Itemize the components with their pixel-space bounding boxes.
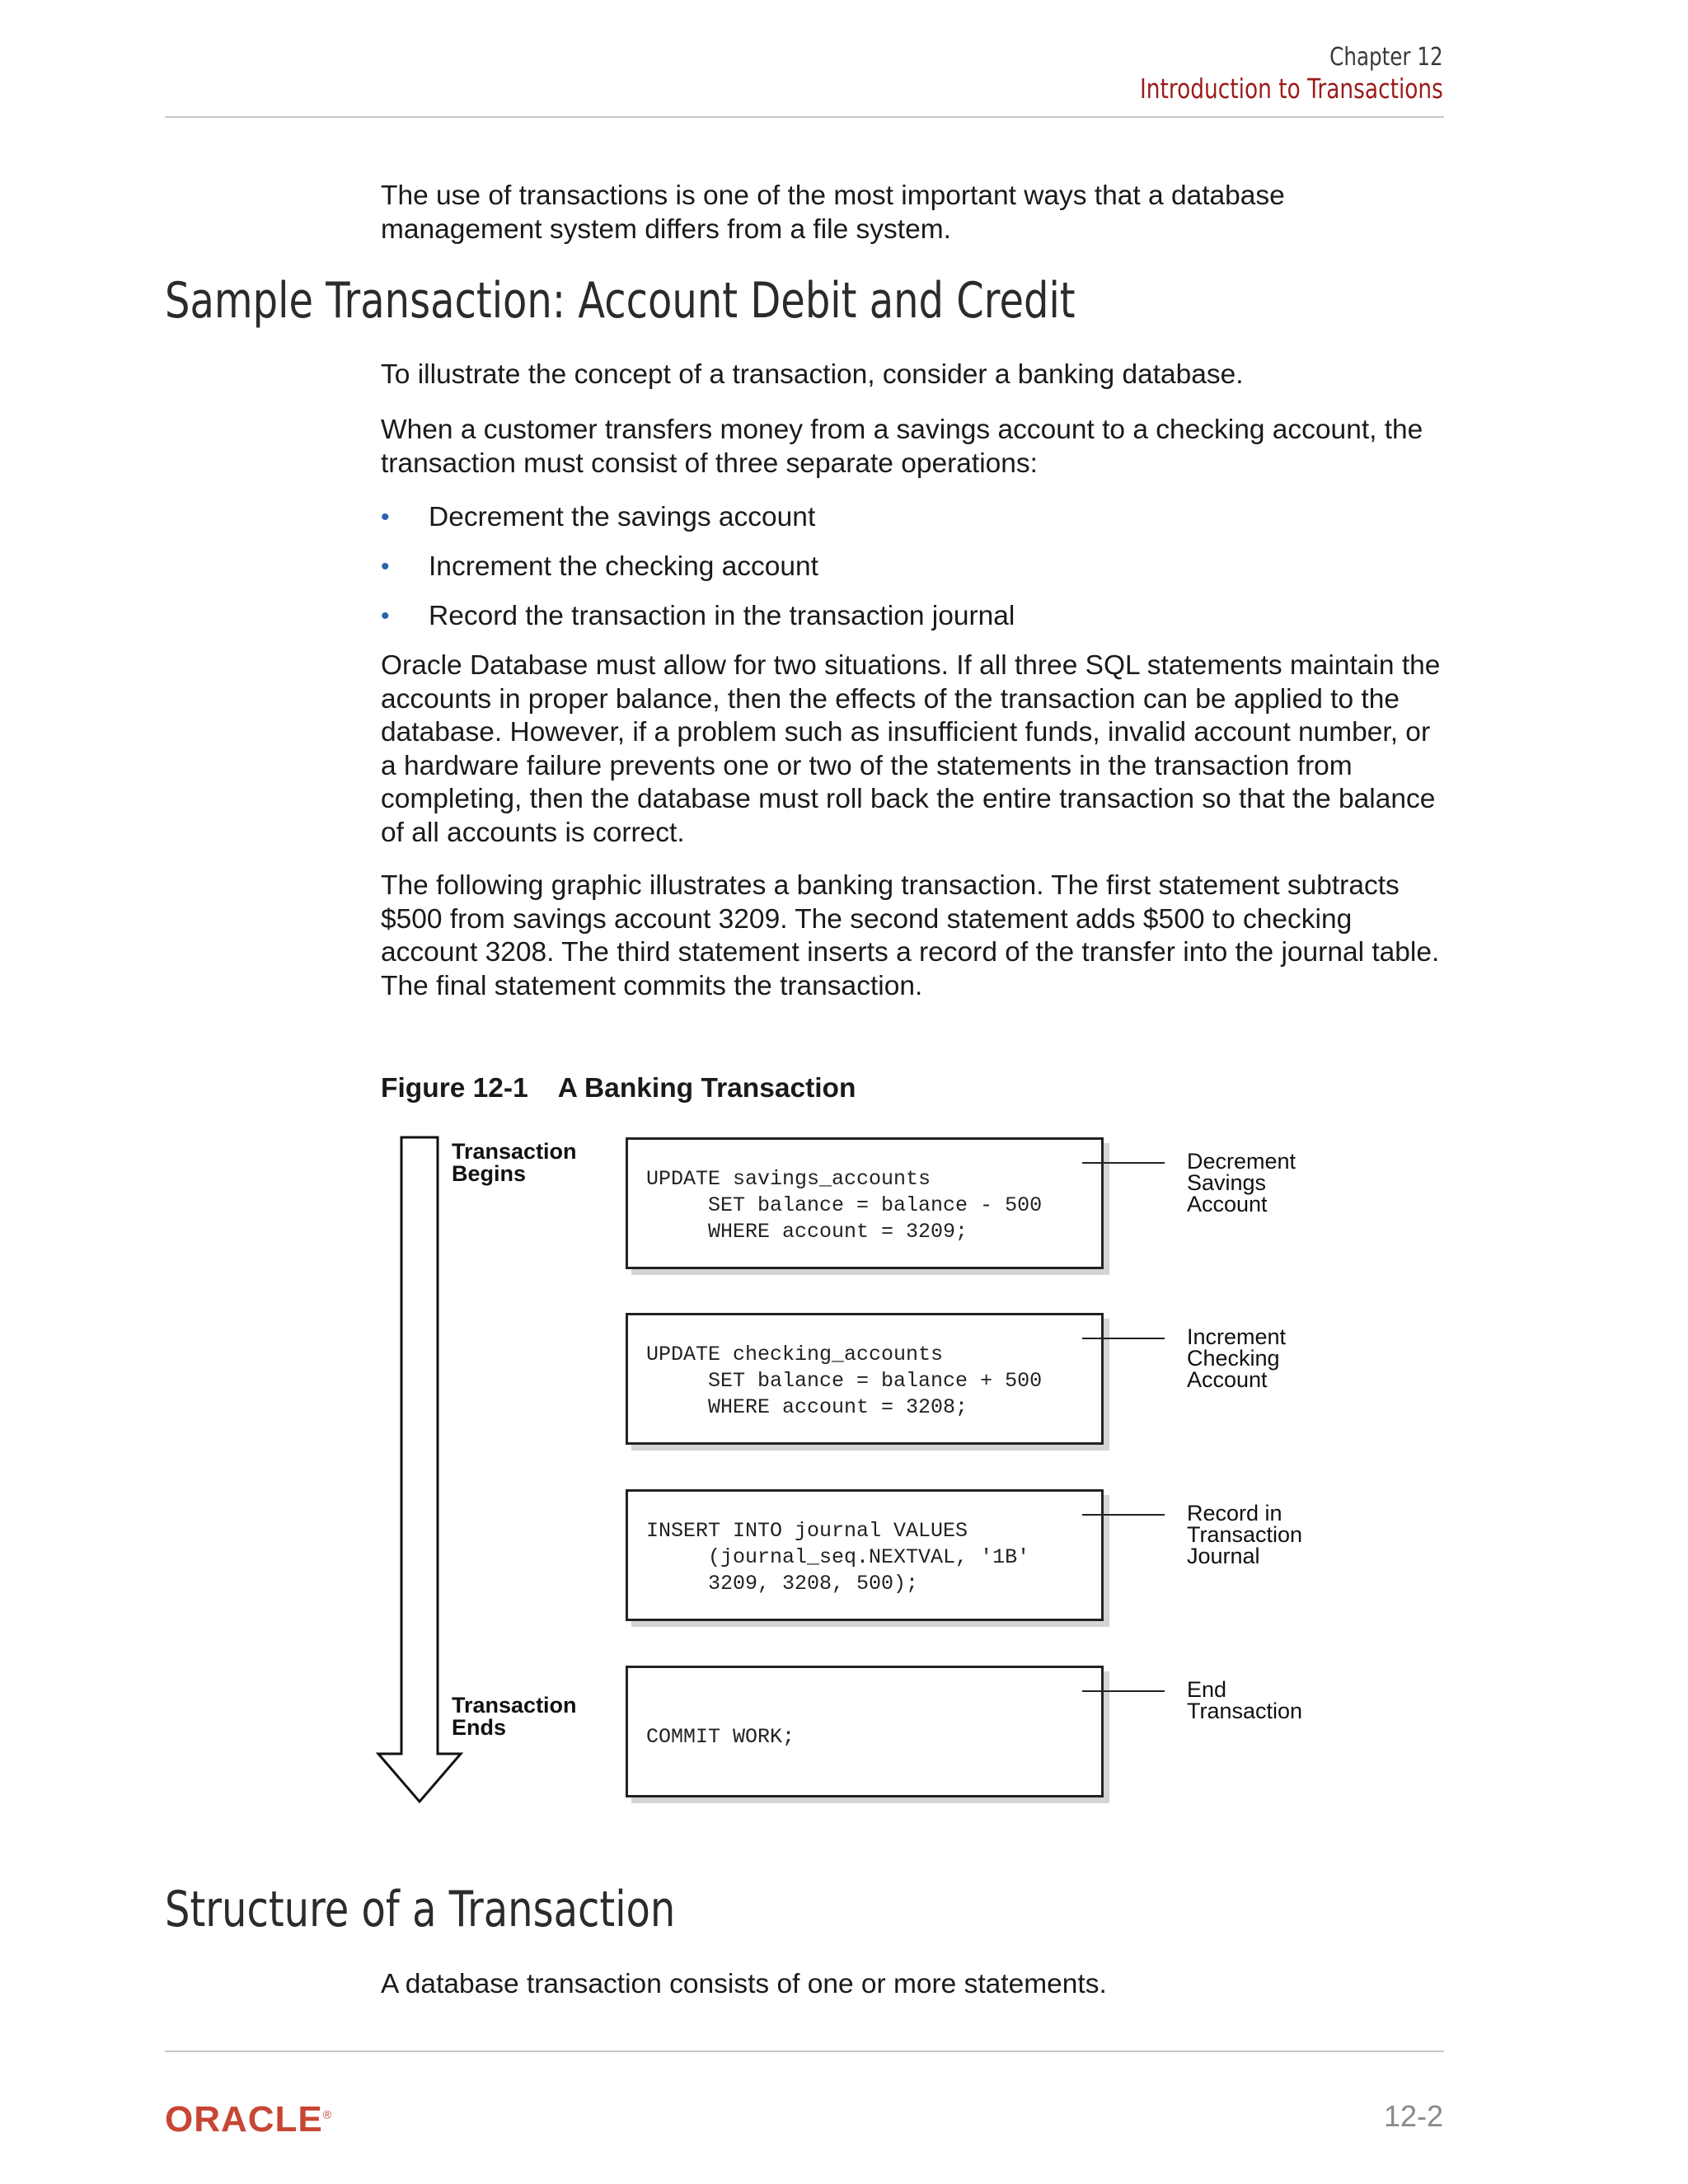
callout-decrement-savings: Decrement Savings Account xyxy=(1187,1149,1296,1216)
bullet-icon: • xyxy=(381,553,390,580)
callout-leader-line xyxy=(1082,1338,1165,1339)
transaction-ends-label: Transaction Ends xyxy=(452,1693,577,1740)
bullet-icon: • xyxy=(381,504,390,531)
callout-leader-line xyxy=(1082,1690,1165,1692)
section-heading-sample-transaction: Sample Transaction: Account Debit and Credit xyxy=(165,272,1076,330)
transaction-begins-label: Transaction Begins xyxy=(452,1139,577,1186)
callout-end-transaction: End Transaction xyxy=(1187,1677,1303,1723)
section-heading-structure: Structure of a Transaction xyxy=(165,1881,676,1938)
sql-statement-box xyxy=(626,1313,1104,1445)
paragraph-transfer: When a customer transfers money from a savings account to a checking account, the transaction must consist of three separate operations: xyxy=(381,415,1423,479)
sql-commit: COMMIT WORK; xyxy=(646,1725,795,1749)
paragraph-illustrate: To illustrate the concept of a transaction, consider a banking database. xyxy=(381,359,1244,390)
page-number: 12-2 xyxy=(1383,2099,1443,2133)
paragraph-structure: A database transaction consists of one or more statements. xyxy=(381,1969,1107,1999)
footer-divider xyxy=(165,2050,1444,2052)
paragraph-graphic-description: The following graphic illustrates a banking transaction. The first statement subtracts $500 from savings account 3209. The second statement adds $500 to checking account 3208. The third statement inserts a record of the transfer into the journal table. The final statement commits the transaction. xyxy=(381,870,1440,1001)
bullet-icon: • xyxy=(381,602,390,630)
figure-caption xyxy=(381,1073,856,1104)
sql-statement-box xyxy=(626,1137,1104,1269)
sql-update-savings: UPDATE savings_accounts SET balance = balance - 500 WHERE account = 3209; xyxy=(646,1167,1043,1244)
oracle-logo: ORACLE® xyxy=(165,2099,333,2139)
chapter-title-link[interactable]: Introduction to Transactions xyxy=(1140,73,1443,105)
callout-leader-line xyxy=(1082,1162,1165,1164)
sql-statement-box xyxy=(626,1666,1104,1797)
intro-paragraph: The use of transactions is one of the most important ways that a database management system differs from a file system. xyxy=(381,180,1285,245)
sql-insert-journal: INSERT INTO journal VALUES (journal_seq.NEXTVAL, '1B' 3209, 3208, 500); xyxy=(646,1519,1030,1596)
callout-increment-checking: Increment Checking Account xyxy=(1187,1324,1287,1392)
callout-record-journal: Record in Transaction Journal xyxy=(1187,1501,1303,1568)
paragraph-two-situations: Oracle Database must allow for two situations. If all three SQL statements maintain the accounts in proper balance, then the effects of the transaction can be applied to the database. However, if a problem such as insufficient funds, invalid account number, or a hardware failure prevents one or two of the statements in the transaction from completing, then the database must roll back the entire transaction so that the balance of all accounts is correct. xyxy=(381,650,1441,848)
sql-statement-box xyxy=(626,1489,1104,1621)
figure-number: Figure 12-1 xyxy=(381,1073,528,1104)
sql-update-checking: UPDATE checking_accounts SET balance = balance + 500 WHERE account = 3208; xyxy=(646,1343,1043,1419)
header-divider xyxy=(165,116,1444,118)
figure-title: A Banking Transaction xyxy=(557,1073,856,1104)
callout-leader-line xyxy=(1082,1514,1165,1516)
chapter-label: Chapter 12 xyxy=(1329,43,1443,72)
